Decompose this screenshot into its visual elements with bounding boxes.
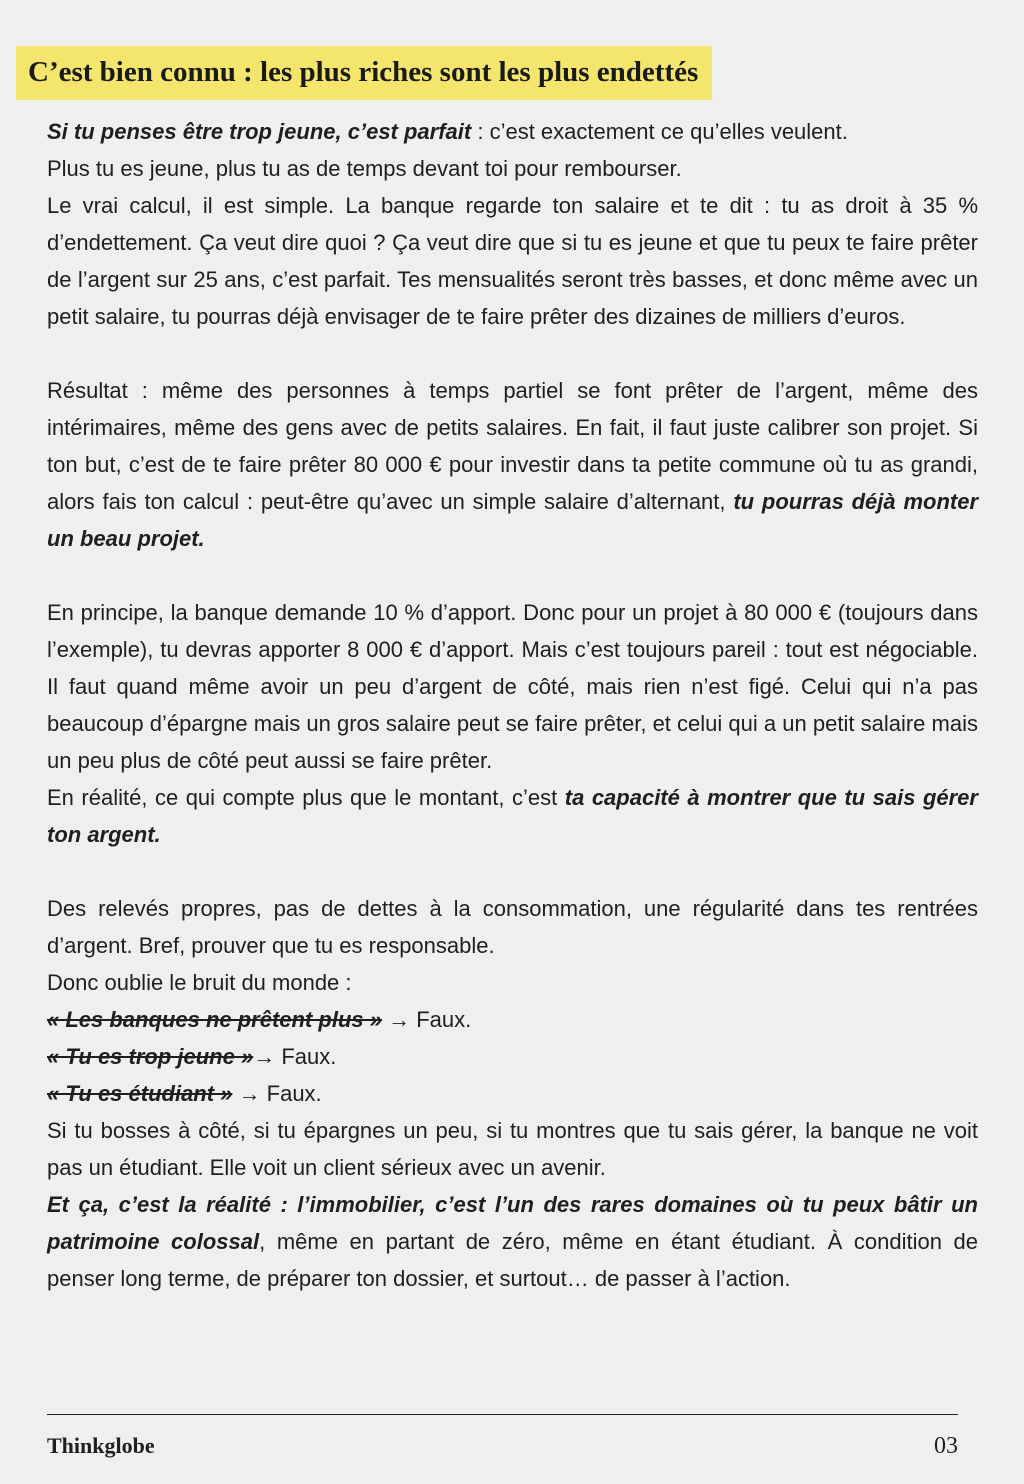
calc-text: Le vrai calcul, il est simple. La banque regarde ton salaire et te dit : tu as droit à 35 % d’endettement. Ça veut dire quoi ? Ça veut dire que si tu es jeune et que tu peux te faire prêter de l’argent sur 25 ans, c’est parfait. Tes mensualités seront très basses, et donc même avec un petit salaire, tu pourras déjà envisager de te faire prêter des dizaines de milliers d’euros. [47,193,978,329]
conclusion-line [47,1186,978,1297]
forget-lead: Donc oublie le bruit du monde : [47,970,352,995]
intro-line [47,113,978,150]
article-body [47,113,978,1297]
footer-divider [47,1414,958,1415]
myth-line [47,1001,978,1038]
paragraph-3 [47,594,978,853]
paragraph-2 [47,372,978,557]
statements-text: Des relevés propres, pas de dettes à la consommation, une régularité dans tes rentrées d’argent. Bref, prouver que tu es responsable. [47,896,978,958]
intro-bold: Si tu penses être trop jeune, c’est parfait [47,119,472,144]
reality-text: En réalité, ce qui compte plus que le montant, c’est [47,785,565,810]
result-bold: tu pourras déjà monter un beau projet. [47,489,979,551]
myth-quote: « Tu es trop jeune » [47,1044,254,1069]
paragraph-4 [47,890,978,1297]
reality-line [47,779,978,853]
myth-quote: « Les banques ne prêtent plus » [47,1007,382,1032]
paragraph-1 [47,113,978,335]
intro-line-2: Plus tu es jeune, plus tu as de temps devant toi pour rembourser. [47,156,682,181]
reality-bold: ta capacité à montrer que tu sais gérer ton argent. [47,785,978,847]
page-title: C’est bien connu : les plus riches sont les plus endettés [28,56,699,88]
footer-brand: Thinkglobe [47,1433,155,1458]
result-text: Résultat : même des personnes à temps partiel se font prêter de l’argent, même des intérimaires, même des gens avec de petits salaires. En fait, il faut juste calibrer son projet. Si ton but, c’est de te faire prêter 80 000 € pour investir dans ta petite commune où tu as grandi, alors fais ton calcul : peut-être qu’avec un simple salaire d’alternant, [47,378,978,514]
myth-line [47,1038,978,1075]
intro-rest: : c’est exactement ce qu’elles veulent. [471,119,848,144]
conclusion-bold: Et ça, c’est la réalité : l’immobilier, c’est l’un des rares domaines où tu peux bâtir un patrimoine colossal [47,1192,978,1254]
myth-line [47,1075,978,1112]
myth-verdict: → Faux. [381,1007,472,1032]
myth-quote: « Tu es étudiant » [47,1081,233,1106]
myth-verdict: → Faux. [253,1044,337,1069]
page-number: 03 [934,1433,958,1459]
deposit-text: En principe, la banque demande 10 % d’apport. Donc pour un projet à 80 000 € (toujours dans l’exemple), tu devras apporter 8 000 € d’apport. Mais c’est toujours pareil : tout est négociable. Il faut quand même avoir un peu d’argent de côté, mais rien n’est figé. Celui qui n’a pas beaucoup d’épargne mais un gros salaire peut se faire prêter, et celui qui a un petit salaire mais un peu plus de côté peut aussi se faire prêter. [47,600,978,773]
conclusion-rest: , même en partant de zéro, même en étant étudiant. À condition de penser long terme, de préparer ton dossier, et surtout… de passer à l’action. [47,1229,978,1291]
responsible-text: Si tu bosses à côté, si tu épargnes un peu, si tu montres que tu sais gérer, la banque ne voit pas un étudiant. Elle voit un client sérieux avec un avenir. [47,1118,978,1180]
title-highlight [16,46,712,100]
myth-verdict: → Faux. [232,1081,322,1106]
